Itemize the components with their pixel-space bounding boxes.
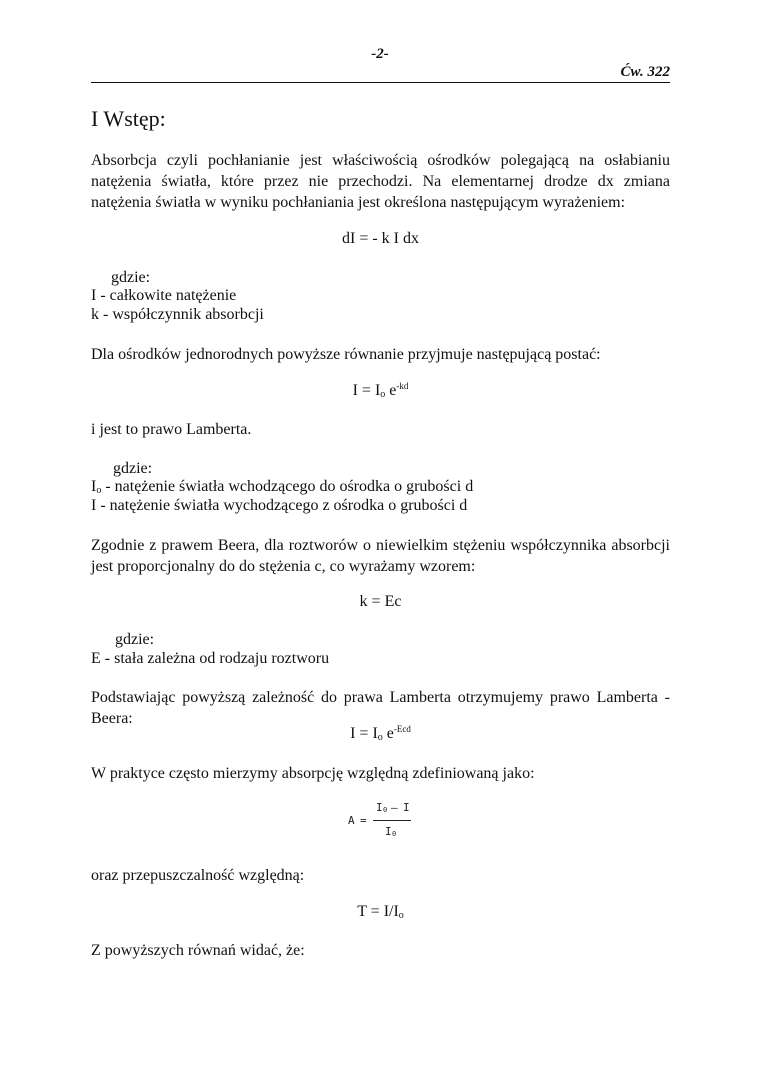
equation-beer: k = Ec xyxy=(359,593,402,610)
equation-relative-absorption xyxy=(345,800,415,844)
eq-a-num-symbol: I xyxy=(376,801,383,814)
paragraph-lambert-law: i jest to prawo Lamberta. xyxy=(91,421,252,438)
where-label-1: gdzie: xyxy=(111,269,151,286)
definition-absorption-coefficient: k - współczynnik absorbcji xyxy=(91,306,264,323)
paragraph-relative-absorption: W praktyce często mierzymy absorpcję względną zdefiniowaną jako: xyxy=(91,765,535,782)
paragraph-transmittance: oraz przepuszczalność względną: xyxy=(91,867,305,884)
eq-lb-lhs: I = I xyxy=(350,725,378,742)
def-incoming-sub: o xyxy=(96,485,102,496)
header-rule xyxy=(91,82,670,83)
def-incoming-text: - natężenie światła wchodzącego do ośrodka o grubości d xyxy=(101,478,474,495)
fraction-bar xyxy=(373,820,411,821)
def-incoming-symbol: I xyxy=(91,478,97,495)
eq-a-num-operator: – xyxy=(391,801,398,814)
eq-lb-base: e xyxy=(382,725,394,742)
paragraph-absorption: Absorbcja czyli pochłanianie jest właściwością ośrodków polegającą na osłabianiu natężenia światła, które przez nie przechodzi. Na elementarnej drodze dx zmiana natężenia światła w wyniku pochłaniania jest określona następującym wyrażeniem: xyxy=(91,152,670,211)
eq-t-sub: o xyxy=(398,910,404,921)
where-label-2: gdzie: xyxy=(113,460,153,477)
eq-lambert-exponent: -kd xyxy=(396,381,409,391)
exercise-number: Ćw. 322 xyxy=(620,64,670,80)
eq-lambert-lhs: I = I xyxy=(352,382,381,399)
definition-outgoing-intensity: I - natężenie światła wychodzącego z ośrodka o grubości d xyxy=(91,497,468,514)
paragraph-lambert-beer: Podstawiając powyższą zależność do prawa Lamberta otrzymujemy prawo Lamberta - Beera: xyxy=(91,689,670,727)
page-number: -2- xyxy=(371,46,389,62)
paragraph-beer-law: Zgodnie z prawem Beera, dla roztworów o niewielkim stężeniu współczynnika absorbcji jest proporcjonalny do do stężenia c, co wyrażamy wzorem: xyxy=(91,537,670,575)
eq-a-num-sub: 0 xyxy=(383,806,388,814)
where-label-3: gdzie: xyxy=(115,631,155,648)
eq-lambert-base: e xyxy=(385,382,397,399)
paragraph-conclusion: Z powyższych równań widać, że: xyxy=(91,942,305,959)
paragraph-homogeneous: Dla ośrodków jednorodnych powyższe równanie przyjmuje następującą postać: xyxy=(91,346,601,363)
eq-a-equals: = xyxy=(360,814,367,827)
eq-a-den-sub: 0 xyxy=(392,830,397,838)
equation-transmittance xyxy=(91,903,670,921)
definition-total-intensity: I - całkowite natężenie xyxy=(91,287,237,304)
eq-a-den-symbol: I xyxy=(385,825,392,838)
eq-lambert-sub: o xyxy=(380,389,386,400)
equation-differential: dI = - k I dx xyxy=(341,230,419,247)
eq-a-num-rhs: I xyxy=(403,801,410,814)
section-title: I Wstęp: xyxy=(91,106,166,131)
eq-t-text: T = I/I xyxy=(357,903,399,920)
equation-lambert-beer xyxy=(91,724,670,743)
equation-lambert xyxy=(91,381,670,400)
eq-lb-exponent: -Ecd xyxy=(393,724,411,734)
eq-a-lhs: A xyxy=(348,814,355,827)
eq-lb-sub: o xyxy=(377,732,383,743)
definition-constant-e: E - stała zależna od rodzaju roztworu xyxy=(91,650,330,667)
